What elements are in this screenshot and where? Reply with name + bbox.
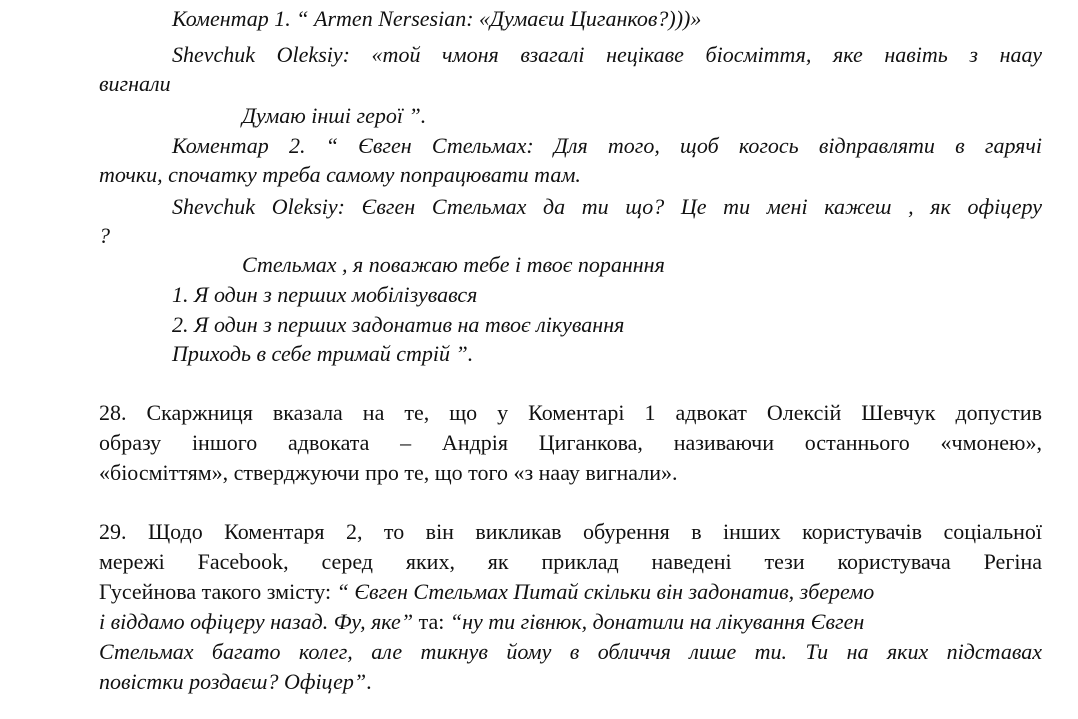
paragraph-29-line-6 <box>99 667 372 696</box>
paragraph-29-line-4 <box>99 607 864 636</box>
comment-1-reply-line-2: вигнали <box>99 71 171 96</box>
comment-2-reply-line-3: Стельмах , я поважаю тебе і твоє поранння <box>242 252 665 277</box>
comment-2-reply-line-5: 2. Я один з перших задонатив на твоє лікування <box>172 312 625 337</box>
paragraph-29-line-4-quote-a: і віддамо офіцеру назад. Фу, яке” <box>99 609 414 634</box>
comment-2-reply-line-2: ? <box>99 223 110 248</box>
paragraph-29-line-1: 29. Щодо Коментаря 2, то він викликав обурення в інших користувачів соціальної <box>99 519 1042 544</box>
paragraph-29-line-6-end: . <box>366 669 372 694</box>
paragraph-29-line-5: Стельмах багато колег, але тикнув йому в обличчя лише ти. Ти на яких підставах <box>99 639 1042 664</box>
comment-2-reply-line-6: Приходь в себе тримай стрій ”. <box>172 341 474 366</box>
paragraph-29-line-4-plain: та: <box>413 609 450 634</box>
paragraph-29-line-4-quote-b: “ну ти гівнюк, донатили на лікування Євген <box>449 609 865 634</box>
comment-1-reply-line-3: Думаю інші герої ”. <box>242 103 427 128</box>
comment-2-reply-line-4: 1. Я один з перших мобілізувався <box>172 282 478 307</box>
comment-2-line-2: точки, спочатку треба самому попрацювати там. <box>99 162 581 187</box>
comment-2-reply-line-1: Shevchuk Oleksiy: Євген Стельмах да ти що? Це ти мені кажеш , як офіцеру <box>172 194 1042 219</box>
comment-1-line: Коментар 1. “ Armen Nersesian: «Думаєш Циганков?)))» <box>172 6 702 31</box>
paragraph-29-line-3-quote: “ Євген Стельмах Питай скільки він задонатив, зберемо <box>336 579 875 604</box>
paragraph-29-line-2: мережі Facebook, серед яких, як приклад наведені тези користувача Регіна <box>99 549 1042 574</box>
paragraph-29-line-3-plain: Гусейнова такого змісту: <box>99 579 337 604</box>
comment-1-reply-line-1: Shevchuk Oleksiy: «той чмоня взагалі нецікаве біосміття, яке навіть з наау <box>172 42 1042 67</box>
comment-2-line-1: Коментар 2. “ Євген Стельмах: Для того, щоб когось відправляти в гарячі <box>172 133 1042 158</box>
paragraph-28-line-1: 28. Скаржниця вказала на те, що у Коментарі 1 адвокат Олексій Шевчук допустив <box>99 400 1042 425</box>
paragraph-29-line-6-quote: повістки роздаєш? Офіцер” <box>99 669 367 694</box>
paragraph-29-line-3 <box>99 577 874 606</box>
paragraph-28-line-3: «біосміттям», стверджуючи про те, що того «з наау вигнали». <box>99 460 678 485</box>
paragraph-28-line-2: образу іншого адвоката – Андрія Циганкова, називаючи останнього «чмонею», <box>99 430 1042 455</box>
